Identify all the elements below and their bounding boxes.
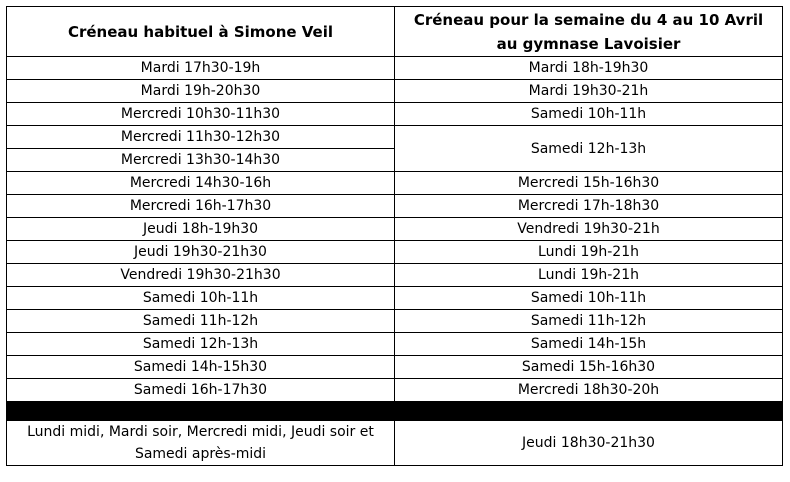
replacement-slot-cell-merged: Samedi 12h-13h (395, 126, 783, 172)
replacement-slot-cell: Lundi 19h-21h (395, 241, 783, 264)
usual-slot-cell: Mardi 17h30-19h (7, 57, 395, 80)
replacement-slot-cell: Samedi 15h-16h30 (395, 356, 783, 379)
replacement-slot-cell: Samedi 10h-11h (395, 103, 783, 126)
table-row (7, 333, 783, 356)
usual-slot-cell: Mercredi 14h30-16h (7, 172, 395, 195)
replacement-slot-cell: Mardi 18h-19h30 (395, 57, 783, 80)
header-replacement-slot: Créneau pour la semaine du 4 au 10 Avril au gymnase Lavoisier (395, 7, 783, 57)
replacement-slot-cell: Samedi 10h-11h (395, 287, 783, 310)
table-row (7, 264, 783, 287)
separator-row (7, 402, 783, 421)
table-row (7, 218, 783, 241)
usual-slot-cell: Samedi 16h-17h30 (7, 379, 395, 402)
usual-slot-cell: Vendredi 19h30-21h30 (7, 264, 395, 287)
usual-slot-cell: Mercredi 11h30-12h30 (7, 126, 395, 149)
table-row (7, 172, 783, 195)
schedule-table (6, 6, 783, 466)
usual-slot-cell: Jeudi 19h30-21h30 (7, 241, 395, 264)
table-row-summary (7, 421, 783, 466)
table-row (7, 126, 783, 149)
black-separator-bar (7, 402, 783, 421)
replacement-slot-cell: Mercredi 17h-18h30 (395, 195, 783, 218)
replacement-slot-cell: Vendredi 19h30-21h (395, 218, 783, 241)
header-usual-slot: Créneau habituel à Simone Veil (7, 7, 395, 57)
usual-slot-cell: Samedi 10h-11h (7, 287, 395, 310)
table-row (7, 57, 783, 80)
table-row (7, 287, 783, 310)
table-row (7, 80, 783, 103)
usual-slot-cell: Mardi 19h-20h30 (7, 80, 395, 103)
table-row (7, 310, 783, 333)
table-row (7, 379, 783, 402)
usual-slot-summary-cell: Lundi midi, Mardi soir, Mercredi midi, Jeudi soir et Samedi après-midi (7, 421, 395, 466)
usual-slot-cell: Mercredi 10h30-11h30 (7, 103, 395, 126)
table-row (7, 103, 783, 126)
usual-slot-cell: Samedi 11h-12h (7, 310, 395, 333)
replacement-slot-summary-cell: Jeudi 18h30-21h30 (395, 421, 783, 466)
usual-slot-cell: Samedi 12h-13h (7, 333, 395, 356)
usual-slot-cell: Mercredi 16h-17h30 (7, 195, 395, 218)
replacement-slot-cell: Samedi 14h-15h (395, 333, 783, 356)
replacement-slot-cell: Mercredi 15h-16h30 (395, 172, 783, 195)
table-row (7, 195, 783, 218)
replacement-slot-cell: Mercredi 18h30-20h (395, 379, 783, 402)
usual-slot-cell: Mercredi 13h30-14h30 (7, 149, 395, 172)
header-row (7, 7, 783, 57)
usual-slot-cell: Jeudi 18h-19h30 (7, 218, 395, 241)
replacement-slot-cell: Samedi 11h-12h (395, 310, 783, 333)
usual-slot-cell: Samedi 14h-15h30 (7, 356, 395, 379)
replacement-slot-cell: Mardi 19h30-21h (395, 80, 783, 103)
table-row (7, 241, 783, 264)
table-row (7, 356, 783, 379)
replacement-slot-cell: Lundi 19h-21h (395, 264, 783, 287)
